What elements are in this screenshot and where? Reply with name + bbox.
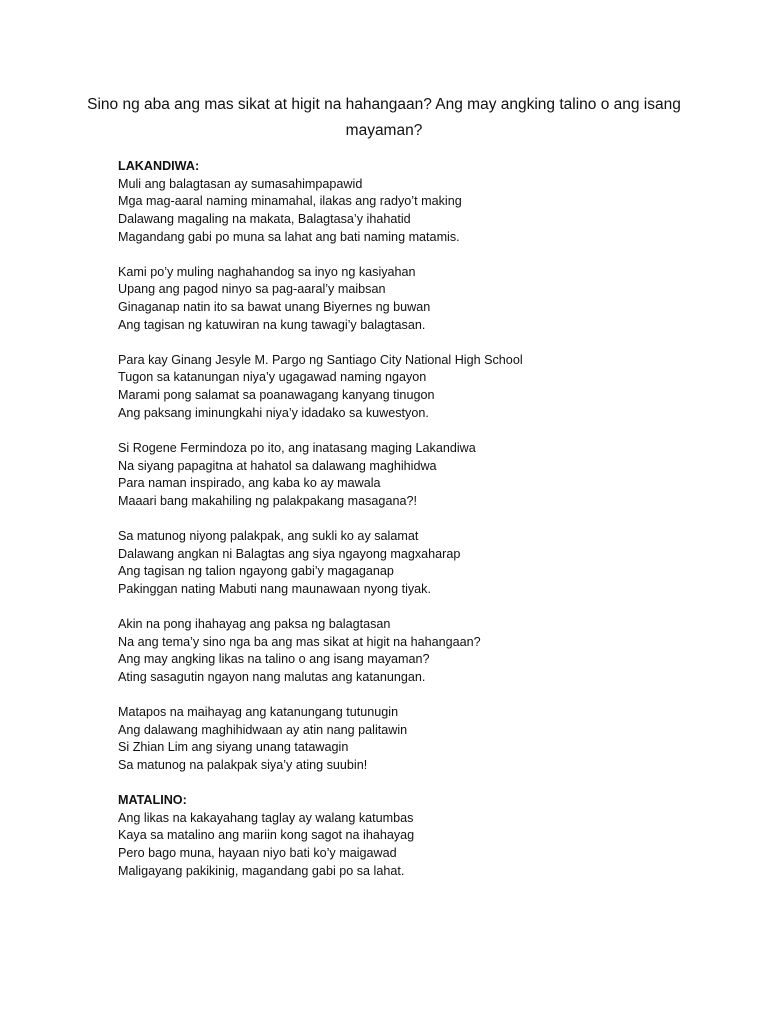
stanza xyxy=(118,440,678,511)
stanza xyxy=(118,528,678,599)
stanza xyxy=(118,352,678,423)
poem-line: Si Zhian Lim ang siyang unang tatawagin xyxy=(118,740,349,755)
poem-body xyxy=(118,158,678,898)
poem-line: Ang likas na kakayahang taglay ay walang katumbas xyxy=(118,810,414,825)
poem-line: Na ang tema’y sino nga ba ang mas sikat at higit na hahangaan? xyxy=(118,634,481,649)
poem-line: Magandang gabi po muna sa lahat ang bati naming matamis. xyxy=(118,229,460,244)
poem-line: Ang may angking likas na talino o ang isang mayaman? xyxy=(118,652,430,667)
poem-line: Pero bago muna, hayaan niyo bati ko’y maigawad xyxy=(118,846,397,861)
page-title: Sino ng aba ang mas sikat at higit na hahangaan? Ang may angking talino o ang isang mayaman? xyxy=(87,96,681,139)
poem-line: Ating sasagutin ngayon nang malutas ang katanungan. xyxy=(118,669,426,684)
poem-line: Sa matunog niyong palakpak, ang sukli ko ay salamat xyxy=(118,528,419,543)
stanza xyxy=(118,616,678,687)
poem-line: Na siyang papagitna at hahatol sa dalawang maghihidwa xyxy=(118,458,437,473)
poem-line: Ang tagisan ng katuwiran na kung tawagi’y balagtasan. xyxy=(118,317,426,332)
poem-line: Ang paksang iminungkahi niya’y idadako sa kuwestyon. xyxy=(118,405,429,420)
poem-line: Upang ang pagod ninyo sa pag-aaral’y maibsan xyxy=(118,282,386,297)
poem-line: Pakinggan nating Mabuti nang maunawaan nyong tiyak. xyxy=(118,581,431,596)
poem-line: Ang dalawang maghihidwaan ay atin nang palitawin xyxy=(118,722,408,737)
poem-line: Marami pong salamat sa poanawagang kanyang tinugon xyxy=(118,388,435,403)
poem-line: Sa matunog na palakpak siya’y ating suubin! xyxy=(118,758,368,773)
poem-line: Mga mag-aaral naming minamahal, ilakas ang radyo’t making xyxy=(118,194,462,209)
speaker-label: MATALINO: xyxy=(118,793,187,808)
poem-line: Kaya sa matalino ang mariin kong sagot na ihahayag xyxy=(118,828,415,843)
poem-line: Dalawang angkan ni Balagtas ang siya ngayong magхaharap xyxy=(118,546,461,561)
poem-line: Maligayang pakikinig, magandang gabi po sa lahat. xyxy=(118,863,405,878)
poem-line: Ginaganap natin ito sa bawat unang Biyernes ng buwan xyxy=(118,300,431,315)
poem-line: Si Rogene Fermindoza po ito, ang inatasang maging Lakandiwa xyxy=(118,440,476,455)
stanza xyxy=(118,176,678,247)
poem-line: Kami po’y muling naghahandog sa inyo ng kasiyahan xyxy=(118,264,416,279)
poem-line: Matapos na maihayag ang katanungang tutunugin xyxy=(118,704,399,719)
poem-line: Maaari bang makahiling ng palakpakang masagana?! xyxy=(118,493,417,508)
poem-line: Akin na pong ihahayag ang paksa ng balagtasan xyxy=(118,616,391,631)
poem-line: Muli ang balagtasan ay sumasahimpapawid xyxy=(118,176,363,191)
poem-line: Ang tagisan ng talion ngayong gabi’y magaganap xyxy=(118,564,394,579)
stanza xyxy=(118,704,678,775)
poem-line: Tugon sa katanungan niya’y ugagawad naming ngayon xyxy=(118,370,427,385)
speaker-label: LAKANDIWA: xyxy=(118,159,200,173)
stanza xyxy=(118,810,678,881)
poem-line: Para naman inspirado, ang kaba ko ay mawala xyxy=(118,476,381,491)
section-lakandiwa xyxy=(118,158,678,775)
stanza xyxy=(118,264,678,335)
poem-line: Dalawang magaling na makata, Balagtasa’y ihahatid xyxy=(118,212,411,227)
section-matalino xyxy=(118,792,678,880)
poem-line: Para kay Ginang Jesyle M. Pargo ng Santiago City National High School xyxy=(118,352,523,367)
